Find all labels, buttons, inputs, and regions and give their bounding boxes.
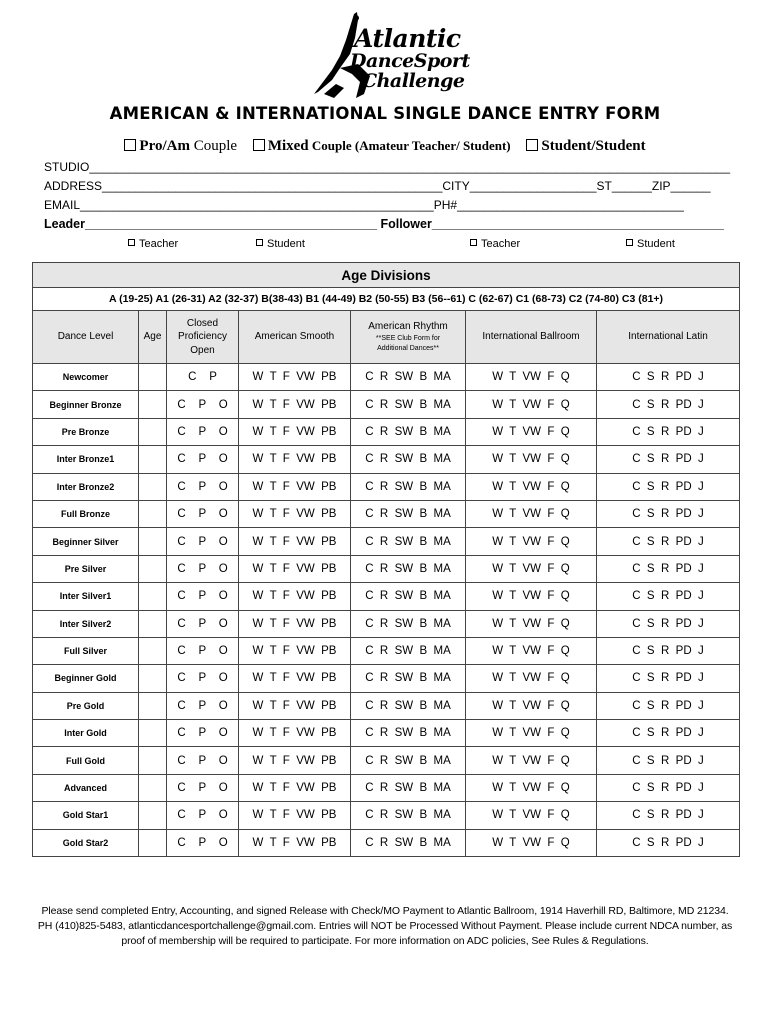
closed-proficiency-open-cell[interactable]: C P O — [167, 391, 239, 418]
international-ballroom-cell[interactable]: W T VW F Q — [466, 720, 597, 747]
american-smooth-cell[interactable]: W T F VW PB — [239, 364, 351, 391]
couple-option-student-student[interactable]: Student/Student — [526, 138, 645, 154]
international-latin-cell[interactable]: C S R PD J — [597, 473, 740, 500]
american-smooth-cell[interactable]: W T F VW PB — [239, 720, 351, 747]
american-rhythm-cell[interactable]: C R SW B MA — [351, 500, 466, 527]
studio-field[interactable]: STUDIO________________________________________________________________________________________________ — [44, 160, 731, 174]
closed-proficiency-open-cell[interactable]: C P O — [167, 528, 239, 555]
american-rhythm-cell[interactable]: C R SW B MA — [351, 391, 466, 418]
closed-proficiency-open-cell[interactable]: C P — [167, 364, 239, 391]
american-rhythm-cell[interactable]: C R SW B MA — [351, 528, 466, 555]
closed-proficiency-open-cell[interactable]: C P O — [167, 829, 239, 856]
american-rhythm-cell[interactable]: C R SW B MA — [351, 802, 466, 829]
international-latin-cell[interactable]: C S R PD J — [597, 555, 740, 582]
international-latin-cell[interactable]: C S R PD J — [597, 446, 740, 473]
checkbox-icon[interactable] — [526, 139, 538, 151]
american-rhythm-cell[interactable]: C R SW B MA — [351, 774, 466, 801]
american-rhythm-cell[interactable]: C R SW B MA — [351, 418, 466, 445]
international-ballroom-cell[interactable]: W T VW F Q — [466, 418, 597, 445]
address-city-st-zip-field[interactable]: ADDRESS___________________________________________________CITY___________________ST______ZIP______ — [44, 179, 711, 193]
dance-level-cell: Pre Silver — [33, 555, 139, 582]
follower-role-student[interactable]: Student — [626, 238, 675, 250]
dance-level-cell: Beginner Silver — [33, 528, 139, 555]
american-smooth-cell[interactable]: W T F VW PB — [239, 583, 351, 610]
closed-proficiency-open-cell[interactable]: C P O — [167, 637, 239, 664]
dance-level-cell: Advanced — [33, 774, 139, 801]
international-ballroom-cell[interactable]: W T VW F Q — [466, 692, 597, 719]
couple-option-proam[interactable]: Pro/Am Couple — [124, 138, 237, 154]
table-row — [33, 473, 740, 500]
closed-proficiency-open-cell[interactable]: C P O — [167, 555, 239, 582]
international-ballroom-cell[interactable]: W T VW F Q — [466, 774, 597, 801]
checkbox-icon[interactable] — [124, 139, 136, 151]
american-smooth-cell[interactable]: W T F VW PB — [239, 610, 351, 637]
couple-type-options — [0, 138, 770, 155]
international-ballroom-cell[interactable]: W T VW F Q — [466, 802, 597, 829]
col-american-rhythm: American Rhythm **SEE Club Form for Additional Dances** — [351, 311, 466, 364]
american-smooth-cell[interactable]: W T F VW PB — [239, 802, 351, 829]
closed-proficiency-open-cell[interactable]: C P O — [167, 418, 239, 445]
closed-proficiency-open-cell[interactable]: C P O — [167, 802, 239, 829]
international-latin-cell[interactable]: C S R PD J — [597, 829, 740, 856]
age-cell[interactable] — [139, 637, 167, 664]
international-ballroom-cell[interactable]: W T VW F Q — [466, 665, 597, 692]
couple-option-mixed[interactable]: Mixed Couple (Amateur Teacher/ Student) — [253, 138, 511, 154]
american-rhythm-cell[interactable]: C R SW B MA — [351, 364, 466, 391]
american-smooth-cell[interactable]: W T F VW PB — [239, 555, 351, 582]
american-smooth-cell[interactable]: W T F VW PB — [239, 391, 351, 418]
col-age: Age — [139, 311, 167, 364]
american-smooth-cell[interactable]: W T F VW PB — [239, 829, 351, 856]
age-cell[interactable] — [139, 364, 167, 391]
checkbox-icon[interactable] — [256, 239, 263, 246]
closed-proficiency-open-cell[interactable]: C P O — [167, 583, 239, 610]
international-ballroom-cell[interactable]: W T VW F Q — [466, 446, 597, 473]
international-latin-cell[interactable]: C S R PD J — [597, 364, 740, 391]
closed-proficiency-open-cell[interactable]: C P O — [167, 665, 239, 692]
dance-level-cell: Pre Gold — [33, 692, 139, 719]
age-cell[interactable] — [139, 829, 167, 856]
age-cell[interactable] — [139, 774, 167, 801]
table-row — [33, 665, 740, 692]
email-phone-field[interactable]: EMAIL_____________________________________________________PH#__________________________________ — [44, 198, 684, 212]
table-row — [33, 747, 740, 774]
international-ballroom-cell[interactable]: W T VW F Q — [466, 747, 597, 774]
age-cell[interactable] — [139, 802, 167, 829]
american-rhythm-cell[interactable]: C R SW B MA — [351, 610, 466, 637]
international-latin-cell[interactable]: C S R PD J — [597, 418, 740, 445]
table-row — [33, 418, 740, 445]
international-latin-cell[interactable]: C S R PD J — [597, 610, 740, 637]
table-row — [33, 446, 740, 473]
american-smooth-cell[interactable]: W T F VW PB — [239, 774, 351, 801]
american-rhythm-cell[interactable]: C R SW B MA — [351, 720, 466, 747]
international-ballroom-cell[interactable]: W T VW F Q — [466, 391, 597, 418]
closed-proficiency-open-cell[interactable]: C P O — [167, 720, 239, 747]
table-row — [33, 364, 740, 391]
dance-level-cell: Beginner Bronze — [33, 391, 139, 418]
dance-level-cell: Gold Star1 — [33, 802, 139, 829]
american-smooth-cell[interactable]: W T F VW PB — [239, 747, 351, 774]
logo-line-dancesport: DanceSport — [350, 50, 470, 72]
leader-role-teacher[interactable]: Teacher — [128, 238, 178, 250]
international-ballroom-cell[interactable]: W T VW F Q — [466, 528, 597, 555]
international-latin-cell[interactable]: C S R PD J — [597, 720, 740, 747]
international-ballroom-cell[interactable]: W T VW F Q — [466, 610, 597, 637]
age-cell[interactable] — [139, 555, 167, 582]
american-rhythm-cell[interactable]: C R SW B MA — [351, 473, 466, 500]
table-row — [33, 692, 740, 719]
closed-proficiency-open-cell[interactable]: C P O — [167, 747, 239, 774]
age-cell[interactable] — [139, 473, 167, 500]
international-ballroom-cell[interactable]: W T VW F Q — [466, 500, 597, 527]
age-cell[interactable] — [139, 446, 167, 473]
american-rhythm-cell[interactable]: C R SW B MA — [351, 692, 466, 719]
dance-level-cell: Inter Gold — [33, 720, 139, 747]
american-smooth-cell[interactable]: W T F VW PB — [239, 692, 351, 719]
international-latin-cell[interactable]: C S R PD J — [597, 391, 740, 418]
age-cell[interactable] — [139, 665, 167, 692]
entry-table — [32, 262, 740, 857]
american-rhythm-cell[interactable]: C R SW B MA — [351, 829, 466, 856]
age-cell[interactable] — [139, 528, 167, 555]
leader-follower-field[interactable]: Leader__________________________________________ Follower__________________________________________ — [44, 217, 724, 231]
international-latin-cell[interactable]: C S R PD J — [597, 665, 740, 692]
dance-level-cell: Full Silver — [33, 637, 139, 664]
col-international-latin: International Latin — [597, 311, 740, 364]
age-cell[interactable] — [139, 418, 167, 445]
dance-level-cell: Full Bronze — [33, 500, 139, 527]
closed-proficiency-open-cell[interactable]: C P O — [167, 500, 239, 527]
dance-level-cell: Inter Bronze2 — [33, 473, 139, 500]
international-latin-cell[interactable]: C S R PD J — [597, 528, 740, 555]
table-row — [33, 610, 740, 637]
american-rhythm-cell[interactable]: C R SW B MA — [351, 446, 466, 473]
table-row — [33, 720, 740, 747]
closed-proficiency-open-cell[interactable]: C P O — [167, 610, 239, 637]
american-rhythm-cell[interactable]: C R SW B MA — [351, 637, 466, 664]
american-smooth-cell[interactable]: W T F VW PB — [239, 528, 351, 555]
table-row — [33, 555, 740, 582]
closed-proficiency-open-cell[interactable]: C P O — [167, 774, 239, 801]
age-cell[interactable] — [139, 583, 167, 610]
closed-proficiency-open-cell[interactable]: C P O — [167, 692, 239, 719]
follower-role-teacher[interactable]: Teacher — [470, 238, 520, 250]
american-smooth-cell[interactable]: W T F VW PB — [239, 637, 351, 664]
age-divisions-heading: Age Divisions — [33, 263, 740, 288]
international-ballroom-cell[interactable]: W T VW F Q — [466, 637, 597, 664]
international-latin-cell[interactable]: C S R PD J — [597, 692, 740, 719]
international-latin-cell[interactable]: C S R PD J — [597, 774, 740, 801]
table-row — [33, 500, 740, 527]
closed-proficiency-open-cell[interactable]: C P O — [167, 446, 239, 473]
col-international-ballroom: International Ballroom — [466, 311, 597, 364]
international-latin-cell[interactable]: C S R PD J — [597, 583, 740, 610]
dance-level-cell: Pre Bronze — [33, 418, 139, 445]
dance-level-cell: Inter Silver2 — [33, 610, 139, 637]
age-cell[interactable] — [139, 500, 167, 527]
age-ranges: A (19-25) A1 (26-31) A2 (32-37) B(38-43) B1 (44-49) B2 (50-55) B3 (56--61) C (62-67) C1 (68-73) C2 (74-80) C3 (81+) — [33, 288, 740, 311]
atlantic-dancesport-logo — [310, 10, 470, 102]
american-rhythm-cell[interactable]: C R SW B MA — [351, 665, 466, 692]
international-ballroom-cell[interactable]: W T VW F Q — [466, 829, 597, 856]
table-row — [33, 528, 740, 555]
age-cell[interactable] — [139, 692, 167, 719]
dance-level-cell: Inter Bronze1 — [33, 446, 139, 473]
dance-level-cell: Newcomer — [33, 364, 139, 391]
table-row — [33, 637, 740, 664]
american-smooth-cell[interactable]: W T F VW PB — [239, 665, 351, 692]
age-cell[interactable] — [139, 391, 167, 418]
american-rhythm-cell[interactable]: C R SW B MA — [351, 583, 466, 610]
col-american-smooth: American Smooth — [239, 311, 351, 364]
dance-level-cell: Inter Silver1 — [33, 583, 139, 610]
american-smooth-cell[interactable]: W T F VW PB — [239, 500, 351, 527]
form-title: AMERICAN & INTERNATIONAL SINGLE DANCE ENTRY FORM — [109, 104, 661, 123]
leader-role-student[interactable]: Student — [256, 238, 305, 250]
logo-line-atlantic: Atlantic — [354, 24, 461, 53]
international-ballroom-cell[interactable]: W T VW F Q — [466, 555, 597, 582]
table-row — [33, 802, 740, 829]
dance-level-cell: Gold Star2 — [33, 829, 139, 856]
age-cell[interactable] — [139, 610, 167, 637]
age-cell[interactable] — [139, 720, 167, 747]
logo-line-challenge: Challenge — [362, 70, 465, 92]
checkbox-icon[interactable] — [626, 239, 633, 246]
international-latin-cell[interactable]: C S R PD J — [597, 500, 740, 527]
american-rhythm-cell[interactable]: C R SW B MA — [351, 555, 466, 582]
dance-level-cell: Beginner Gold — [33, 665, 139, 692]
american-smooth-cell[interactable]: W T F VW PB — [239, 418, 351, 445]
american-rhythm-cell[interactable]: C R SW B MA — [351, 747, 466, 774]
checkbox-icon[interactable] — [470, 239, 477, 246]
international-ballroom-cell[interactable]: W T VW F Q — [466, 583, 597, 610]
table-row — [33, 583, 740, 610]
dance-level-cell: Full Gold — [33, 747, 139, 774]
international-latin-cell[interactable]: C S R PD J — [597, 637, 740, 664]
submission-instructions: Please send completed Entry, Accounting, and signed Release with Check/MO Payment to Atlantic Ballroom, 1914 Haverhill RD, Baltimore, MD 21234. PH (410)825-5483, atlanticdancesportchallenge@gmail.com. Entries will NOT be Processed Without Payment. Please include current NDCA number, as proof of membership will be required to participate. For more information on ADC policies, See Rules & Regulations. — [37, 905, 733, 948]
col-dance-level: Dance Level — [33, 311, 139, 364]
international-latin-cell[interactable]: C S R PD J — [597, 747, 740, 774]
closed-proficiency-open-cell[interactable]: C P O — [167, 473, 239, 500]
col-closed-proficiency-open: Closed Proficiency Open — [167, 311, 239, 364]
checkbox-icon[interactable] — [253, 139, 265, 151]
international-latin-cell[interactable]: C S R PD J — [597, 802, 740, 829]
table-row — [33, 829, 740, 856]
american-smooth-cell[interactable]: W T F VW PB — [239, 446, 351, 473]
international-ballroom-cell[interactable]: W T VW F Q — [466, 364, 597, 391]
table-row — [33, 774, 740, 801]
international-ballroom-cell[interactable]: W T VW F Q — [466, 473, 597, 500]
table-row — [33, 391, 740, 418]
american-smooth-cell[interactable]: W T F VW PB — [239, 473, 351, 500]
age-cell[interactable] — [139, 747, 167, 774]
checkbox-icon[interactable] — [128, 239, 135, 246]
